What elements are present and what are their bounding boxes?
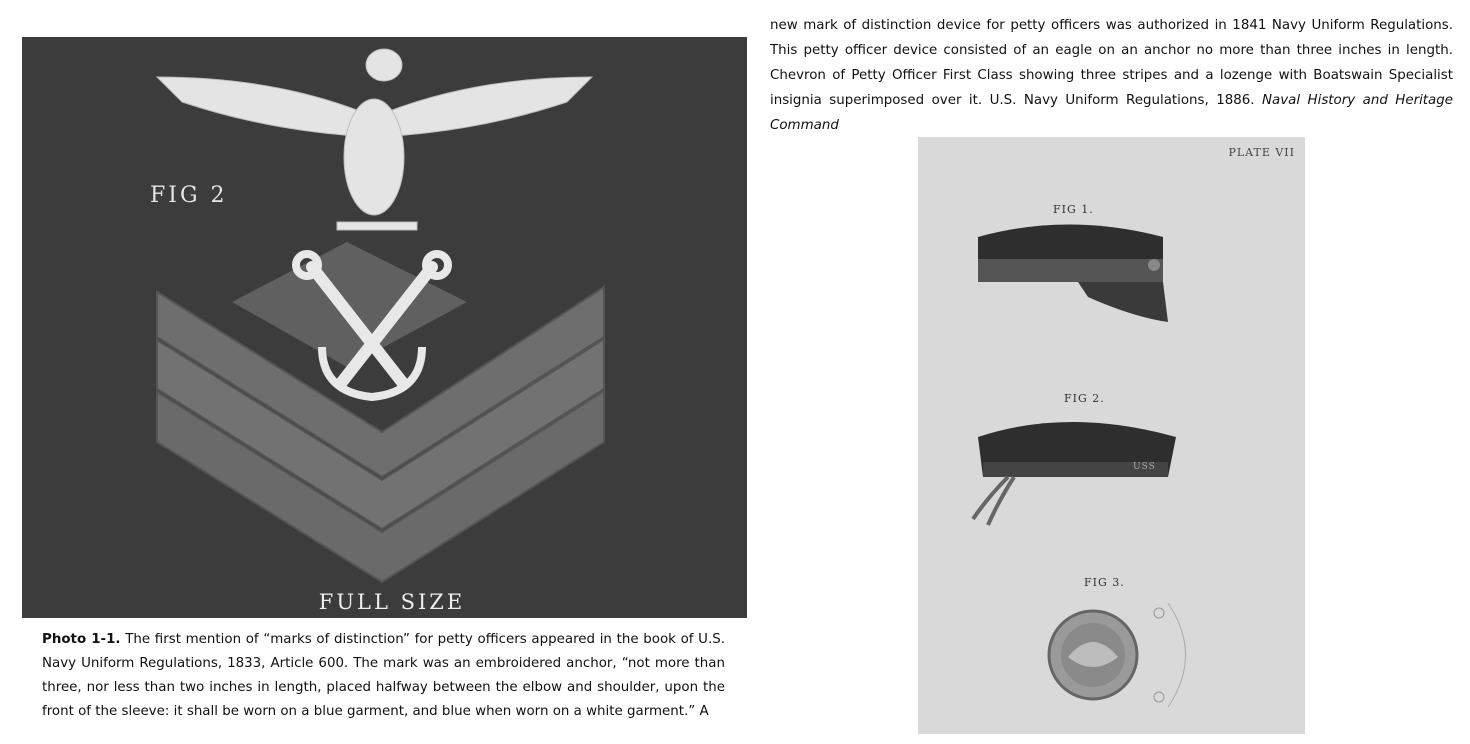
photo-caption [42, 628, 725, 724]
chevron-photo [22, 37, 747, 618]
credit-text: Naval History and Heritage Command [770, 93, 1453, 133]
sailor-cap-drawing [973, 422, 1176, 525]
plate-fig-2-label: FIG 2. [1064, 392, 1105, 405]
caption-text: The first mention of “marks of distinction” for petty officers appeared in the book of U.S. Navy Uniform Regulations, 1833, Article 600. The mark was an embroidered anchor, “not more than three, nor less than two inches in length, placed halfway between the elbow and shoulder, upon the front of the sleeve: it shall be worn on a blue garment, and blue when worn on a white garment.” A [42, 632, 725, 719]
plate-illustration [918, 137, 1305, 734]
plate-vii-image [918, 137, 1305, 734]
right-paragraph [770, 13, 1453, 138]
right-paragraph-text: new mark of distinction device for petty officers was authorized in 1841 Navy Uniform Regulations. This petty officer device consisted of an eagle on an anchor no more than three inches in length. Chevron of Petty Officer First Class showing three stripes and a lozenge with Boatswain Specialist insignia superimposed over it. U.S. Navy Uniform Regulations, 1886. [770, 18, 1453, 108]
caption-label: Photo 1-1. [42, 632, 121, 647]
plate-title: PLATE VII [1228, 146, 1295, 159]
plate-fig-1-label: FIG 1. [1053, 203, 1094, 216]
chevron-illustration [22, 37, 747, 618]
full-size-label: FULL SIZE [318, 590, 466, 614]
visor-cap-drawing [978, 225, 1168, 323]
cap-band-text: USS [1133, 462, 1156, 472]
fig-2-label: FIG 2 [150, 183, 228, 208]
button-drawing [1049, 603, 1186, 707]
plate-fig-3-label: FIG 3. [1084, 576, 1125, 589]
